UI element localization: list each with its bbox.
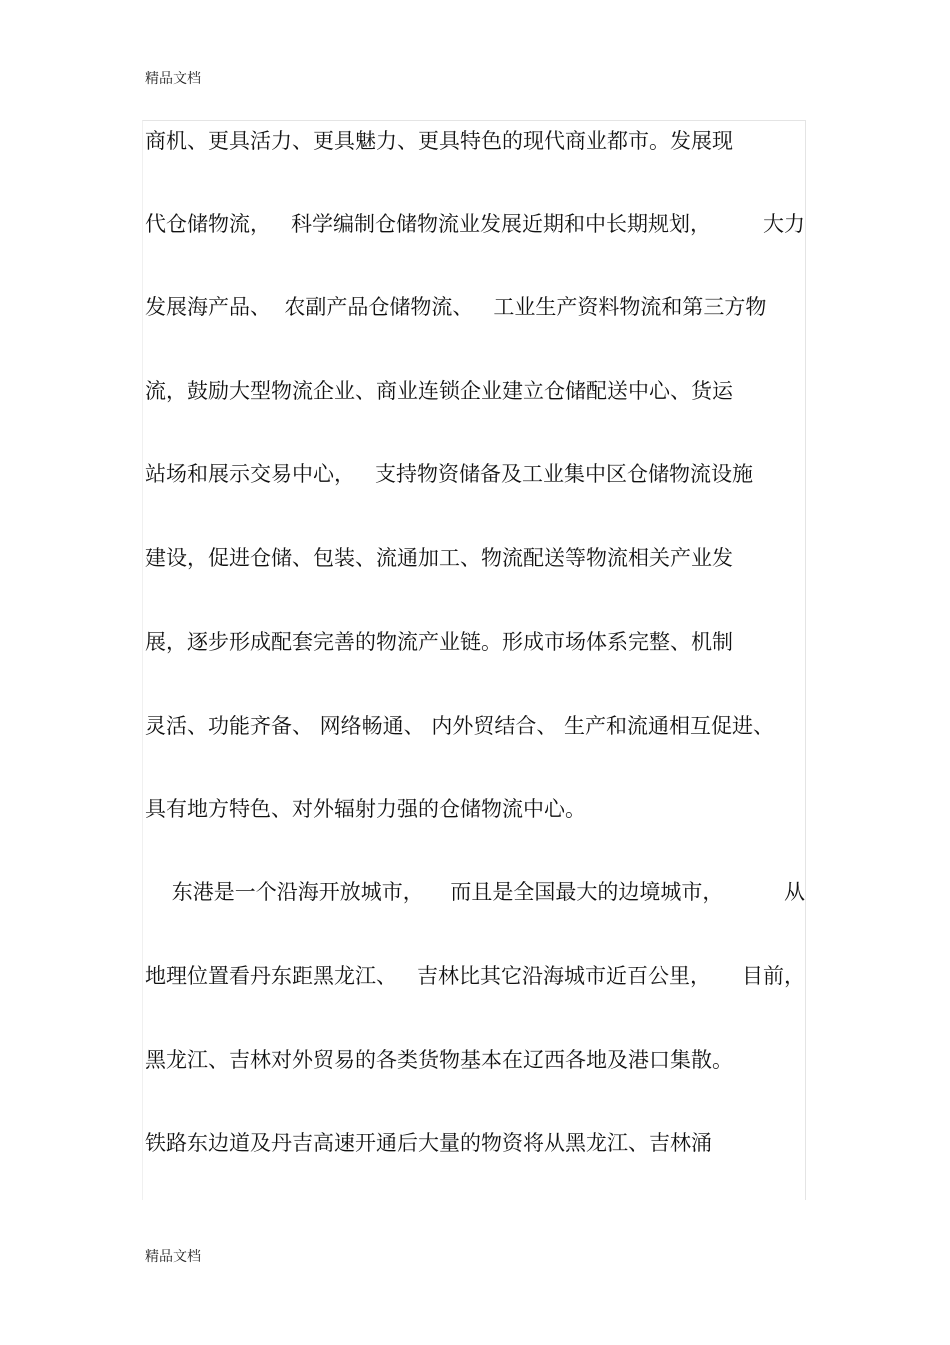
body-line-1: 商机、更具活力、更具魅力、更具特色的现代商业都市。发展现 <box>145 129 733 153</box>
body-line-2 <box>145 209 805 239</box>
content-frame <box>142 120 806 1200</box>
body-line-10 <box>145 877 805 907</box>
body-line-5: 站场和展示交易中心， 支持物资储备及工业集中区仓储物流设施 <box>145 462 754 486</box>
body-line-2-right: 大力 <box>763 212 805 236</box>
body-line-2-left: 代仓储物流， 科学编制仓储物流业发展近期和中长期规划， <box>145 212 712 236</box>
body-line-7: 展，逐步形成配套完善的物流产业链。形成市场体系完整、机制 <box>145 630 733 654</box>
body-line-12: 黑龙江、吉林对外贸易的各类货物基本在辽西各地及港口集散。 <box>145 1048 733 1072</box>
page-header-label: 精品文档 <box>145 71 201 87</box>
body-line-11 <box>145 961 805 991</box>
body-line-4: 流，鼓励大型物流企业、商业连锁企业建立仓储配送中心、货运 <box>145 379 733 403</box>
body-line-10-right: 从 <box>784 880 805 904</box>
page-footer-label: 精品文档 <box>145 1249 201 1265</box>
body-line-6: 建设，促进仓储、包装、流通加工、物流配送等物流相关产业发 <box>145 546 733 570</box>
body-line-9: 具有地方特色、对外辐射力强的仓储物流中心。 <box>145 797 586 821</box>
body-line-8: 灵活、功能齐备、 网络畅通、 内外贸结合、 生产和流通相互促进、 <box>145 714 775 738</box>
body-line-3: 发展海产品、 农副产品仓储物流、 工业生产资料物流和第三方物 <box>145 295 767 319</box>
body-line-10-left: 东港是一个沿海开放城市， 而且是全国最大的边境城市， <box>145 880 724 904</box>
body-line-11-right: 目前， <box>742 964 805 988</box>
body-line-13: 铁路东边道及丹吉高速开通后大量的物资将从黑龙江、吉林涌 <box>145 1131 712 1155</box>
body-line-11-left: 地理位置看丹东距黑龙江、 吉林比其它沿海城市近百公里， <box>145 964 712 988</box>
